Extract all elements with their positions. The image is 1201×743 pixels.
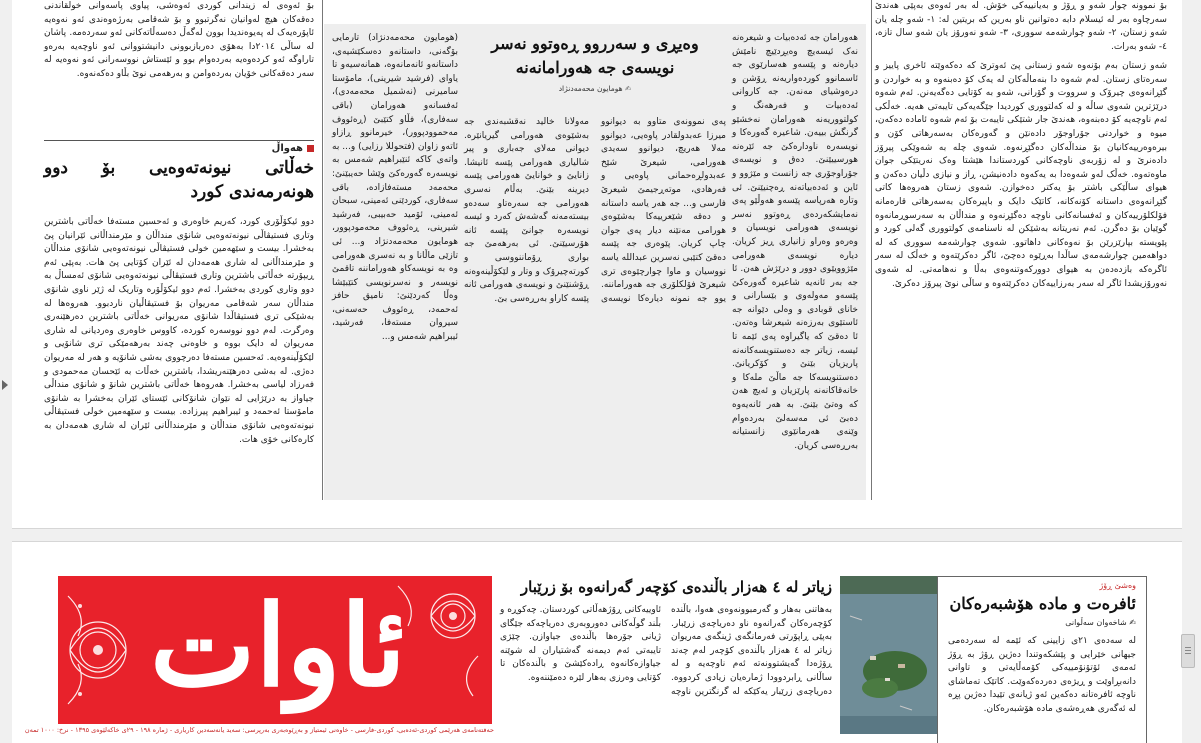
news-body: دوو ئیکۆڵۆری کورد، کەریم خاوەری و ئەحسین مستەفا خەڵاتی باشترین وتاری فستیڤاڵی نیونەتەوەیی شانۆی منداڵان و مێرمنداڵانی ئێرانیان پێ بەخشرا. بیست و سێهەمین خولی فستیڤاڵی نیونەتەوەیی شانۆی منداڵان و مێرمنداڵانی لە شاری هەمەدان لە ئێران کۆتایی پێ هات. بەپێی ئەم ڕیپۆرتە خەڵاتی باشترین وتاری فستیڤاڵی نیونەتەوەیی شانۆی ئەمساڵ بە دوو وتاری کوردی بەخشرا. ئەم دوو ئیکۆڵۆرە وتاریک لە ژێر ناوی شانۆی منداڵان سەر شەقامی مەریوان بۆ فستیڤاڵیان ناردبوو. هەروەها لە بەشێکی تری فستیڤاڵدا شانۆی مەریوانی خەڵاتی باشترین دەرهێنەری وەرگرت. لەم دوو نووسەرە کوردە، کاووس خاوەری وەردیانی لە شاری مەریوان لە دایک بووە و خاوەنی چەند بەرهەمێکی تری شانۆیی و لێکۆڵینەوەیە. ئەحسین مستەفا دەرچووی بەشی شانۆیە و هەر لە مەریوان دەژی. لە بەشی دەرهێنەریشدا، باشترین خەڵات بە ئێحسان مەحمودی و فەرزاد لیاسی بەخشرا. هەروەها خەڵاتی باشترین شانۆ و شانۆی منداڵی جیاواز بە درێژایی لە نێوان شانۆکانی ئێستای ئێران بەخشرا بە شانۆی مامۆستا ئەحمەد و ئیبراهیم پیرزادە. بیست و سێهەمین خولی فستیڤاڵی نیونەتەوەیی شانۆی منداڵان و مێرمنداڵانی ئێران لە شاری هەمەدان بە کارەکانی خۆی هات. <box>44 217 314 445</box>
newspaper-page-lower <box>12 541 1182 743</box>
grip-line <box>1185 650 1191 651</box>
pen-icon: ✍ <box>625 84 632 93</box>
opinion-title: ئافرەت و مادە هۆشبەرەکان <box>949 594 1136 613</box>
article-header <box>464 32 726 112</box>
article-column-right: هەورامان جە ئەدەبیات و شیعرەنە نەک ئیسەیچ وەیڕدێیچ نامێش دیارەنە و پێسەو هەسارێوی جە ئاسمانوو کوردەواریەنە ڕۆشن و درەوشیای مەنەن. جە کاروانی ئەدەبیات و فەرهەنگ و کولتووریەنە هەورامان نەخشێو گرنگش بییەن. شاعیرە گەورەکا و نویسەرە ناودارەکێ جە ئێرەنە هورسییێنێ. دەق و نویسەی جۆراوجۆری جە زانست و مێژوو و ئاین و ئەدەبیاتەنە ڕەچنیێنێ. ئی وتارە هەرپاسە پێسەو هەوڵێو پەی نەمایشکەردەی ڕەوتوو نەسر نویسەی هەورامی نویسیان و وەرەو وەراو زانیاری ڕیز کریان. دیارە نویسەی هەورامی مێژوویێوی دوور و درێژش هەن. ئا جە بەر ئانەیە شاعیرە گەورەکێ پێسەو مەولەوی و بێسارانی و خانای قوبادی و وەلی دێوانە جە ئاستێوی بەرزەنە شیعرشا وەتەن. ئا دەقێ کە یاگیراوە پەی ئێمە تا ئیسە، زیاتر جە دەستنویسەکانەنە پاریزیان بێنێ و کۆکریانێ. دەستنویسەکا جە ماڵێ ملەکا و خانەقاکانەنە پارێزیان و ئەیچ هەن کە وەتێ بێنێ. بە هەر ئانەیەوە دەبێ ئی مەسەلێ بەردەوام وێنەی هەرمانێوی زانستیانە بەرڕەسی کریان. <box>732 33 858 451</box>
opinion-byline <box>948 618 1136 627</box>
pen-icon: ✍ <box>1129 618 1136 627</box>
column-divider <box>871 0 872 500</box>
opinion-author: شاخەوان سەڵوانی <box>1065 618 1127 627</box>
news-column <box>44 0 314 528</box>
main-article-box <box>324 24 866 500</box>
article-column-middle: پەی نموونەی متاوو بە دیوانوو میرزا عەبدولقادر پاوەیی، دیوانوو مەلا هەریچ، دیوانوو سەیدی هەورامی، شیعرێ شێخ عەبدولڕەحمانی پاوەیی و فەرهادی، موتەڕجیمێ شیعرێ فارسی و... جە هەر یاسە داستانە و دەقە شێعرییەکا بەشێوەی هورامی مەنێنە دیار پەی جوان چاپ کریان. پێوەری جە پێسە دەقێ کتێبی نەسرین عبدالله یاسە نووسیان و ماوا چوارچێوەی تری شیعرێ فۆلکلۆری جە هەوراماننە. یوو جە نمونە دیارەکا نویسەی مەولانا خالید نەقشبەندی جە بەشێوەی هەورامی گیریانێرە. دیوانی مەلای جەباری و پیر شالیاری هەورامی پێسە ئانیشا. زانایێ و خوانایێ هەورامی پێسە دیرینە بێنێ. بەڵام نەسری هەورامی جە سەرەتاو سەدەو بیستەمەنە گەشەش کەرد و ئیسە نویسەرە جوانێ پێسە ئانە هۆرسیێنێ. ئی بەرهەمێ جە بواری ڕۆماننووسی و کورتەچیرۆک و وتار و لێکۆڵینەوەنە ڕۆشنێنێ و نویسەی هەورامی ئانە پێسە کاراو بەرڕەسی بێ. <box>464 117 726 304</box>
news-headline: خەڵاتی نیونەتەوەیی بۆ دوو هونەرمەندی کورد <box>44 158 314 202</box>
right-column-intro: بۆ نموونە چوار شەو و ڕۆژ و بەیانییەکی خۆش. لە بەر ئەوەی بەپێی هەندێ سەرچاوە بەر لە ئیسلام دابە دەتوانین ناو بەرین کە بریتین لە: ١- شەو چلە یان شەو زستان، ٢- شەو چوارشەمە سووری، ٣- شەو نەورۆز یان شەو سال تازە، ٤- شەو بەرات. <box>875 1 1168 52</box>
news-section-label <box>44 143 314 154</box>
grip-line <box>1185 647 1191 648</box>
masthead-title: ئاوات <box>150 581 406 712</box>
opinion-column <box>937 576 1147 743</box>
article-column-left: (هومایون محەمەدنژاد) تارمایی بۆگەنی، داستانەو دەسکێشیەی، داستانەو ئانەمانەوە، همانەسیەو تا یاوای (فرشید شیرینی)، مامۆستا سامیرنی (نەشمیل محەمەدی)، ئەفسانەو هەورامان (باقی سەفاری)، فڵاو کتێبێ (ڕەئووف مەحموودپوور)، خیرمانوو ڕازاو ئاتەو زاوان (فتحوللا رزایی) و... بە واتەی کاکە ئنێبراهیم شەمس بە نویسەرە گەورەکێ وێشا حەیبێنێ: محەمەد مستەفازادە، باقی سەفاری، کوردێنی ئەمینی، سبحان ئەمینی، ئۆمید حەبیبی، فەرشید شیرینی، ڕەئووف محەمودپوور، هومایون محەمەدنژاد و... ئی تازێی ماڵانا و بە نەسری هەورامی وە بە نویسەکاو هەوراماننە تاقمێ نویسەر و نەسرنویسی کتێبێشا وەڵا کەردێنێ: نامیق حافز ئەحمەد، ڕەئووف حەسەنی، سیروان مستەفا، فەرشید، ئیبراهیم شەمس و... <box>332 33 458 343</box>
birds-headline: زیاتر لە ٤ هەزار باڵندەی کۆچەر گەرانەوە بۆ زرێبار <box>520 578 832 596</box>
scroll-left-arrow-icon[interactable] <box>2 380 8 390</box>
right-column-body: شەو زستان بەم بۆنەوە شەو زستانی پێ ئەوترێ کە دەکەوێتە ئاخری پاییز و سەرەتای زستان. لەم شەوە دا بنەماڵەکان لە یەک کۆ دەبنەوە و بە خواردن و گێڕانەوەی چیرۆک و سرووت و گۆرانی، شەو بە کۆتایی دەگەیەنن. ئەم شەوە درێژترین شەوی ساڵە و لە کەلتووری کوردیدا جێگەیەکی تایبەتی هەیە. خەڵکی ئەم ناوچەیە کۆ دەبنەوە، هەندێ جار شتێکی تایبەت بۆ ئەم شەوە ئامادە دەکەن، میوە و خواردنی جۆراوجۆر دادەنێن و گەورەکان بەسەرهاتی کۆن و بیرەوەرییەکانیان بۆ منداڵەکان دەگێڕنەوە. شەوی چلە بە شەوێکی پیرۆز دادەنرێ و لە زۆربەی ناوچەکانی کوردستاندا هێشتا وەک نەریتێکی جوان ماوەتەوە. خەڵک لەو شەوەدا بە یەکەوە دادەنیشن، ڕاز و نیازی دڵیان دەکەن و هیوای ساڵێکی باشتر بۆ یەکتر دەخوازن. شەوی زستان هەروەها کاتی گێڕانەوەی داستانە کۆنەکانە، کاتێک دایک و باپیرەکان بەسەرهاتی قارەمانە فۆلکلۆرییەکان و ئەفسانەکانی ناوچە دەگێڕنەوە و منداڵان بە سەرسوڕمانەوە گوێیان بۆ دەگرن. ئەم نەریتانە بەشێکن لە ناسنامەی کولتووری گەلی کورد و پێویستە بپارێزرێن بۆ نەوەکانی داهاتوو. شەوی چوارشەمە سووری کە لە دواهەمین چوارشەمەی ساڵدا بەڕێوە دەچێ، ئاگر دەکرێتەوە و خەڵک لە سەر ئاگرەکە بازدەدەن بە هیوای دوورکەوتنەوەی بەڵا و نەهامەتی. لە شەوی نەورۆزیشدا ئاگر لە سەر بەرزاییەکان دەکرێتەوە و ساڵی نوێ پیرۆز دەکرێ. <box>875 61 1167 289</box>
newspaper-masthead-logo <box>58 576 492 724</box>
news-label-text: هەواڵ <box>271 143 303 154</box>
opinion-kicker: وەشێ ڕۆژ <box>1099 581 1136 590</box>
article-byline <box>464 84 726 93</box>
article-byline-name: هومایون محەمەدنژاد <box>558 84 623 93</box>
news-intro-text: بۆ ئەوەی لە زیندانی کوردی ئەوەشی، پیاوی پاسەوانی خولقاندنی دەقەکان هیچ لەوانیان نەگرتبوو و بۆ شەقامی بەرژەوەندی ئەو نەوەیە ئاپۆرەیەک لە پەیوەندیدا بوون لەگەڵ دەسەڵاتەکانی ئەو سەردەمە. پاشان لە ساڵی ٢٠١٤دا بەهۆی دەربازبوونی دانیشتووانی ئەو ناوچەیە بەرەو تاراوگە ئەو کردەوەیە بەردەوام بوو و ئێستاش نووسەرانی ئەو نەوەیە لە سەر دەقەکانی خۆیان بەردەوامن و بەرهەمی نوێ بڵاو دەکەنەوە. <box>44 1 314 79</box>
right-column <box>875 0 1167 528</box>
red-square-icon <box>307 145 314 152</box>
lake-photo-graphic <box>840 576 937 734</box>
birds-body: بەهاتنی بەهار و گەرمبوونەوەی هەوا، باڵندە کۆچەرەکان گەرانەوە ناو دەریاچەی زرێبار. بەپێی ڕاپۆرتی فەرمانگەی ژینگەی مەریوان زیاتر لە ٤ هەزار باڵندەی کۆچەر لەم چەند ڕۆژەدا گەیشتوونەتە ئەم ناوچەیە و لە ساڵانی ڕابردوودا ژمارەیان زیادی کردووە. دەریاچەی زرێبار یەکێکە لە گرنگترین ناوچە ئاوییەکانی ڕۆژهەڵاتی کوردستان. چەکوڕە و بڵند گوڵەکانی دەوروبەری دەریاچەکە جێگای ژیانی جۆرەها باڵندەی جیاوازن. چێژی تایبەتی ئەم دیمەنە گەشتیاران لە شوێنە جیاوازەکانەوە ڕادەکێشێ و باڵندەکان تا کۆتایی وەرزی بەهار لێرە دەمێننەوە. <box>500 605 833 697</box>
vertical-scrollbar-thumb[interactable] <box>1181 634 1195 668</box>
news-section-rule <box>44 140 314 154</box>
lake-photo <box>840 576 937 734</box>
opinion-body: لە سەدەی ٢١ی زایینی کە ئێمە لە سەردەمی جیهانی خێرایی و پێشکەوتندا دەژین ڕۆژ بە ڕۆژ ئەمەی ئۆتۆنۆمییەکی کۆمەڵایەتی و تاوانی دانەبڕاوێت و ڕیژەی دەردەکەوێت. کاتێک تەماشای ناوچە ئافرەتانە دەکەین ئەو ژیانەی تێیدا دەژین پڕە لە ئەگەری هەڕەشەی مادە هۆشبەرەکان. <box>948 636 1136 714</box>
birds-article <box>500 576 832 743</box>
newspaper-page-upper <box>12 0 1182 529</box>
grip-line <box>1185 653 1191 654</box>
article-title: وەیڕی و سەرروو ڕەوتوو نەسر نویسەی جە هەورامانەنە <box>491 34 699 77</box>
column-divider <box>322 0 323 500</box>
masthead-tagline: حەفتەنامەی هەرێمی کوردی-ئەدەبی، کوردی-فارسی - خاوەنی ئیمتیاز و بەڕێوەبەری بەرپرسی: سەید یانەسەدین کاریاری - ژمارە ١٩٨ - ٢٩ی خاکەلێوەی ١٣٩٥ - نرخ: ١٠٠٠ تمەن <box>24 726 494 734</box>
